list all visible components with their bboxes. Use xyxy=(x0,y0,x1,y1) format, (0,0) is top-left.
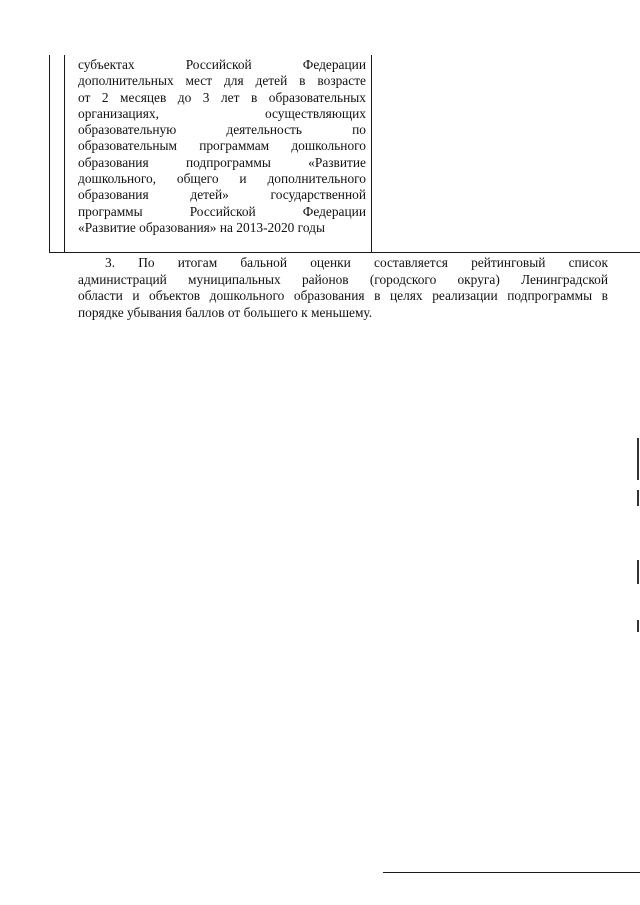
table-cell-line: дополнительных мест для детей в возрасте xyxy=(78,73,366,89)
table-cell-line: субъектах Российской Федерации xyxy=(78,57,366,72)
table-cell-line: организациях, осуществляющих xyxy=(78,105,366,121)
table-cell-line: дошкольного, общего и дополнительного xyxy=(78,171,366,187)
scan-edge-mark xyxy=(637,490,639,506)
scan-edge-mark xyxy=(637,620,639,632)
table-column-divider-left xyxy=(64,55,65,253)
table-cell-line: образования подпрограммы «Развитие xyxy=(78,154,366,170)
scan-edge-mark xyxy=(637,560,639,584)
table-column-divider-right xyxy=(371,55,372,253)
table-cell-line: образовательную деятельность по xyxy=(78,122,366,138)
table-cell-line: программы Российской Федерации xyxy=(78,203,366,219)
paragraph-line: области и объектов дошкольного образования в целях реализации подпрограммы в xyxy=(78,288,608,304)
table-cell-line: образования детей» государственной xyxy=(78,187,366,203)
table-cell-line: «Развитие образования» на 2013-2020 годы xyxy=(78,219,325,235)
table-cell-line: от 2 месяцев до 3 лет в образовательных xyxy=(78,89,366,105)
paragraph-3 xyxy=(78,255,608,321)
table-cell-line: образовательным программам дошкольного xyxy=(78,138,366,154)
footer-rule xyxy=(383,872,640,873)
scan-edge-mark xyxy=(637,438,639,480)
paragraph-line: 3. По итогам бальной оценки составляется рейтинговый список xyxy=(105,255,608,270)
paragraph-line: администраций муниципальных районов (городского округа) Ленинградской xyxy=(78,271,608,287)
table-cell-text xyxy=(78,57,366,236)
paragraph-line: порядке убывания баллов от большего к меньшему. xyxy=(78,304,373,320)
